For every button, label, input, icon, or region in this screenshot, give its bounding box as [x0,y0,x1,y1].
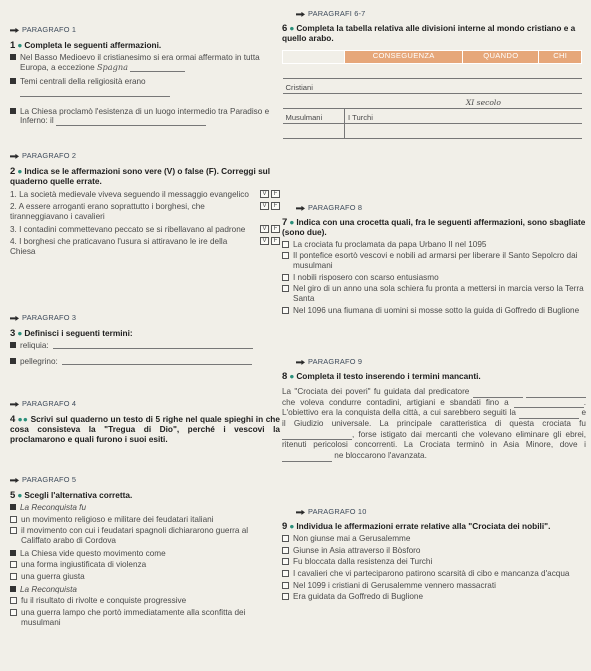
fill-item: Temi centrali della religiosità erano [10,77,280,96]
answer-line[interactable] [130,64,185,72]
square-bullet-icon [10,54,16,60]
false-box[interactable]: F [271,237,280,245]
option[interactable]: Nel 1099 i cristiani di Gerusalemme vennero massacrati [282,581,586,591]
table-row: Musulmani I Turchi [283,108,582,123]
section-paragrafi-6-7 [282,10,586,139]
blank[interactable] [514,400,584,408]
option[interactable]: Il pontefice esortò vescovi e nobili ad armarsi per liberare il Santo Sepolcro dai musulmani [282,251,586,270]
option[interactable]: Non giunse mai a Gerusalemme [282,534,586,544]
option[interactable]: una guerra giusta [10,572,280,582]
square-bullet-icon [10,504,16,510]
checkbox[interactable] [282,307,289,314]
option[interactable]: Nel giro di un anno una sola schiera fu pronta a mettersi in marcia verso la Terra Santa [282,284,586,303]
square-bullet-icon [10,78,16,84]
checkbox[interactable] [282,570,289,577]
exercise-title: 2 ● Indica se le affermazioni sono vere (V) o false (F). Correggi sul quaderno quelle errate. [10,165,271,186]
definition-item: reliquia: [10,341,280,351]
question-stem: La Reconquista fu [10,503,280,513]
option[interactable]: Nel 1096 una fiumana di uomini si mosse sotto la guida di Goffredo di Buglione [282,306,586,316]
blank[interactable] [282,454,332,462]
fill-item: La Chiesa proclamò l'esistenza di un luogo intermedio tra Paradiso e Inferno: il [10,107,280,126]
checkbox[interactable] [282,252,289,259]
checkbox[interactable] [10,573,17,580]
exercise-title: 8 ● Completa il testo inserendo i termini mancanti. [282,370,481,382]
section-paragrafo-4 [10,400,280,445]
square-bullet-icon [10,586,16,592]
section-paragrafo-3 [10,314,280,366]
definition-item: pellegrino: [10,357,280,367]
blank[interactable] [282,432,352,440]
checkbox[interactable] [282,535,289,542]
checkbox[interactable] [282,285,289,292]
fill-item: Nel Basso Medioevo il cristianesimo si era ormai affermato in tutta Europa, a eccezione Spagna [10,53,280,72]
true-box[interactable]: V [260,237,269,245]
square-bullet-icon [10,342,16,348]
divisions-table [282,50,582,139]
false-box[interactable]: F [271,225,280,233]
section-paragrafo-9 [282,358,586,462]
checkbox[interactable] [282,558,289,565]
section-header: PARAGRAFO 3 [10,314,280,323]
section-paragrafo-10 [282,508,586,602]
checkbox[interactable] [10,561,17,568]
true-false-item: 4. I borghesi che praticavano l'usura si attiravano le ire della Chiesa V F [10,237,280,256]
exercise-title: 5 ● Scegli l'alternativa corretta. [10,489,133,501]
section-paragrafo-8 [282,204,586,315]
square-bullet-icon [10,550,16,556]
false-box[interactable]: F [271,190,280,198]
section-header: PARAGRAFO 9 [296,358,586,367]
exercise-title: 4 ●● Scrivi sul quaderno un testo di 5 righe nel quale spieghi in che cosa consisteva la "Tregua di Dio", perché i vescovi la proclamarono e quali furono i suoi esiti. [10,413,280,444]
cloze-text: La "Crociata dei poveri" fu guidata dal predicatore che voleva condurre contadini, artigiani e sbandati fino a . L'obiettivo era la conquista della città, a cui sarebbero seguiti la e il Giudizio universale. La principale caratteristica di questa crociata fu , forse istigato dai mercanti che volevano eliminare gli ebrei, ritenuti pericolosi concorrenti. La Crociata terminò in Asia Minore, dove i ne bloccarono l'avanzata. [282,386,587,460]
exercise-title: 3 ● Definisci i seguenti termini: [10,327,133,339]
arrow-icon [296,360,305,365]
option[interactable]: La crociata fu proclamata da papa Urbano II nel 1095 [282,240,586,250]
table-row: Cristiani [283,78,582,93]
answer-line[interactable] [20,89,170,97]
exercise-title: 9 ● Individua le affermazioni errate relative alla "Crociata dei nobili". [282,520,551,532]
handwritten-answer: Spagna [96,61,129,72]
question-stem: La Reconquista [10,585,280,595]
table-row: XI secolo [283,93,582,108]
square-bullet-icon [10,108,16,114]
checkbox[interactable] [10,516,17,523]
false-box[interactable]: F [271,202,280,210]
option[interactable]: fu il risultato di rivolte e conquiste progressive [10,596,280,606]
arrow-icon [10,402,19,407]
true-false-item: 2. A essere arroganti erano soprattutto i borghesi, che tiranneggiavano i cavalieri V F [10,202,280,221]
answer-line[interactable] [56,118,206,126]
table-row [283,63,582,78]
checkbox[interactable] [10,527,17,534]
option[interactable]: Era guidata da Goffredo di Buglione [282,592,586,602]
arrow-icon [296,510,305,515]
true-false-item: 1. La società medievale viveva seguendo il messaggio evangelico V F [10,190,280,200]
arrow-icon [10,28,19,33]
option[interactable]: una forma ingiustificata di violenza [10,560,280,570]
section-header: PARAGRAFO 5 [10,476,280,485]
option[interactable]: I nobili risposero con scarso entusiasmo [282,273,586,283]
section-header: PARAGRAFI 6-7 [296,10,586,19]
arrow-icon [296,12,305,17]
blank[interactable] [519,411,579,419]
square-bullet-icon [10,358,16,364]
checkbox[interactable] [10,597,17,604]
blank[interactable] [526,390,586,398]
section-header: PARAGRAFO 2 [10,152,280,161]
section-header: PARAGRAFO 10 [296,508,586,517]
column-header: QUANDO [463,50,539,63]
column-header: CHI [539,50,582,63]
checkbox[interactable] [10,609,17,616]
answer-line[interactable] [62,357,252,365]
exercise-title: 6 ● Completa la tabella relativa alle divisioni interne al mondo cristiano e a quello arabo. [282,22,576,43]
exercise-title: 1 ● Completa le seguenti affermazioni. [10,39,162,51]
true-false-item: 3. I contadini commettevano peccato se si ribellavano al padrone V F [10,225,280,235]
arrow-icon [10,154,19,159]
table-row [283,123,582,138]
option[interactable]: un movimento religioso e militare dei feudatari italiani [10,515,280,525]
option[interactable]: I cavalieri che vi parteciparono patirono scarsità di cibo e mancanza d'acqua [282,569,586,579]
column-header: CONSEGUENZA [345,50,463,63]
true-box[interactable]: V [260,225,269,233]
blank[interactable] [473,390,523,398]
section-paragrafo-2 [10,152,280,257]
section-paragrafo-1 [10,26,280,126]
option[interactable]: Giunse in Asia attraverso il Bòsforo [282,546,586,556]
exercise-title: 7 ● Indica con una crocetta quali, fra le seguenti affermazioni, sono sbagliate (sono due). [282,216,586,237]
option[interactable]: Fu bloccata dalla resistenza dei Turchi [282,557,586,567]
section-header: PARAGRAFO 1 [10,26,280,35]
option[interactable]: il movimento con cui i feudatari spagnoli dichiararono guerra al Califfato arabo di Cordova [10,526,280,545]
checkbox[interactable] [282,274,289,281]
checkbox[interactable] [282,241,289,248]
section-header: PARAGRAFO 4 [10,400,280,409]
checkbox[interactable] [282,547,289,554]
checkbox[interactable] [282,582,289,589]
true-box[interactable]: V [260,190,269,198]
question-stem: La Chiesa vide questo movimento come [10,549,280,559]
arrow-icon [296,206,305,211]
section-paragrafo-5 [10,476,280,627]
section-header: PARAGRAFO 8 [296,204,586,213]
answer-line[interactable] [53,341,253,349]
checkbox[interactable] [282,593,289,600]
option[interactable]: una guerra lampo che portò immediatamente alla sconfitta dei musulmani [10,608,280,627]
arrow-icon [10,478,19,483]
true-box[interactable]: V [260,202,269,210]
arrow-icon [10,316,19,321]
